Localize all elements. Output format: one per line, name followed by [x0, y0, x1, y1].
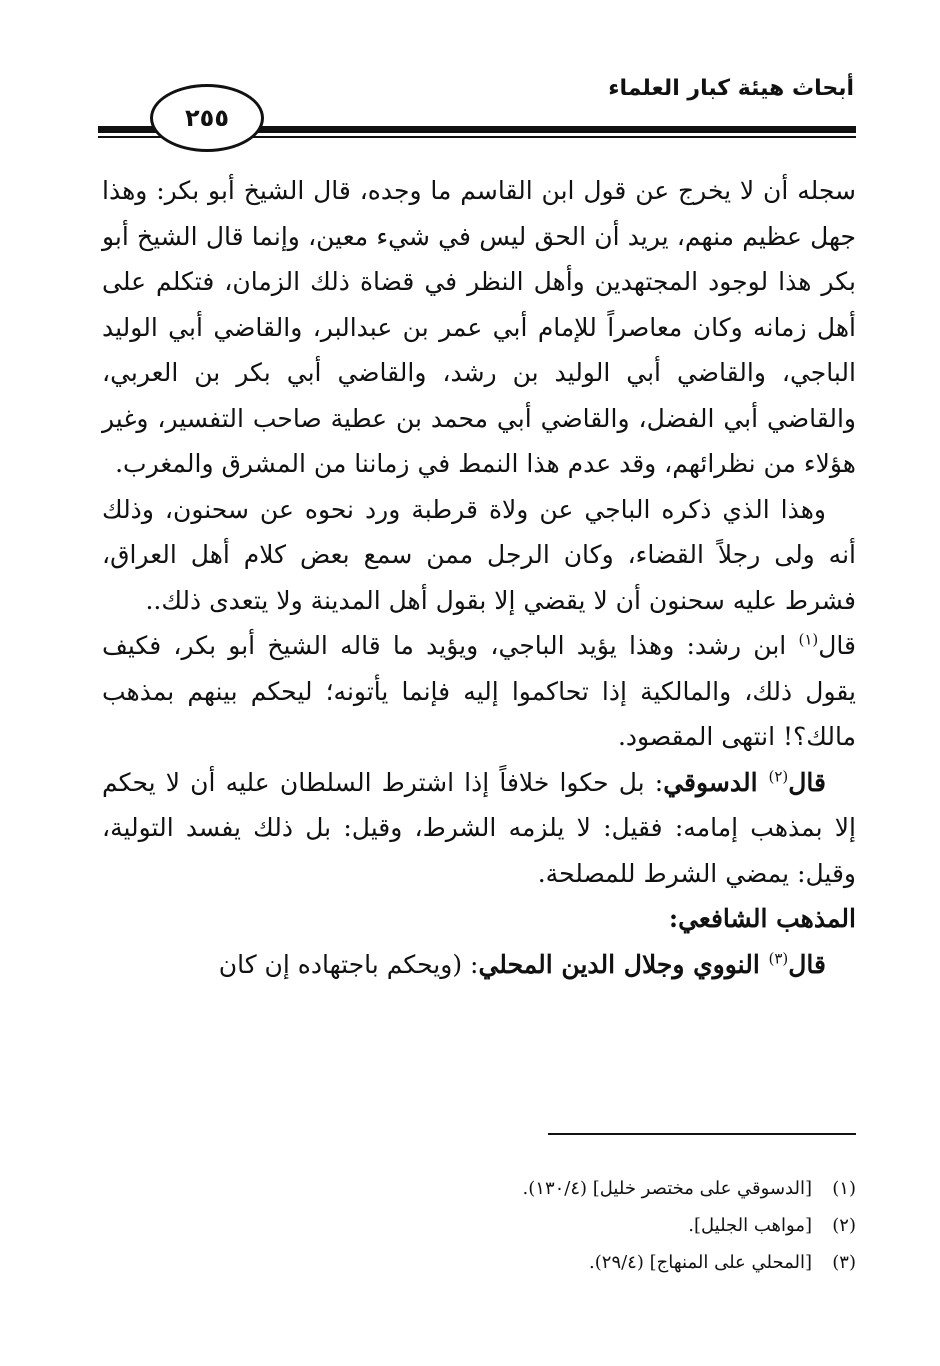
footnote-ref-1: (١) — [798, 630, 819, 649]
running-title: أبحاث هيئة كبار العلماء — [608, 76, 854, 101]
footnote-2 — [523, 1207, 856, 1244]
paragraph-5 — [102, 942, 856, 988]
paragraph-4 — [102, 760, 856, 897]
footnote-ref-3: (٣) — [768, 949, 789, 968]
paragraph-4-name: الدسوقي — [663, 767, 769, 797]
paragraph-3-lead: قال — [818, 631, 856, 660]
paragraph-3-text: ابن رشد: وهذا يؤيد الباجي، ويؤيد ما قاله الشيخ أبو بكر، فكيف يقول ذلك، والمالكية إذا تحاكموا إليه فإنما يأتونه؛ ليحكم بينهم بمذهب مالك؟! انتهى المقصود. — [102, 631, 856, 751]
footnote-3-number: (٣) — [832, 1252, 856, 1273]
paragraph-4-lead: قال — [788, 767, 826, 797]
footnote-ref-2: (٢) — [768, 767, 789, 786]
footnote-3 — [523, 1244, 856, 1281]
paragraph-5-lead: قال — [788, 949, 826, 979]
paragraph-2: وهذا الذي ذكره الباجي عن ولاة قرطبة ورد نحوه عن سحنون، وذلك أنه ولى رجلاً القضاء، وكان الرجل ممن سمع بعض كلام أهل العراق، فشرط عليه سحنون أن لا يقضي إلا بقول أهل المدينة ولا يتعدى ذلك.. — [102, 494, 856, 615]
paragraph-4-text: : بل حكوا خلافاً إذا اشترط السلطان عليه أن لا يحكم إلا بمذهب إمامه: فقيل: لا يلزمه الشرط، وقيل: بل ذلك يفسد التولية، وقيل: يمضي الشرط للمصلحة. — [102, 767, 856, 888]
footnotes — [523, 1170, 856, 1281]
footnote-separator — [548, 1133, 856, 1135]
paragraph-5-text: : (ويحكم باجتهاده إن كان — [218, 949, 479, 979]
footnote-2-text: [مواهب الجليل]. — [688, 1215, 812, 1236]
footnote-1-text: [الدسوقي على مختصر خليل] (١٣٠/٤). — [522, 1178, 812, 1199]
page-number: ٢٥٥ — [150, 84, 264, 152]
paragraph-3 — [102, 623, 856, 760]
body-text — [102, 168, 856, 987]
paragraph-1: سجله أن لا يخرج عن قول ابن القاسم ما وجده، قال الشيخ أبو بكر: وهذا جهل عظيم منهم، يريد أن الحق ليس في شيء معين، وإنما قال الشيخ أبو بكر هذا لوجود المجتهدين وأهل النظر في قضاة ذلك الزمان، فتكلم على أهل زمانه وكان معاصراً للإمام أبي عمر بن عبدالبر، والقاضي أبي الوليد الباجي، والقاضي أبي الوليد بن رشد، والقاضي أبي بكر بن العربي، والقاضي أبي الفضل، والقاضي أبي محمد بن عطية صاحب التفسير، وغير هؤلاء من نظرائهم، وقد عدم هذا النمط في زماننا من المشرق والمغرب. — [102, 176, 856, 478]
section-heading: المذهب الشافعي: — [668, 904, 856, 933]
footnote-1-number: (١) — [832, 1178, 856, 1199]
footnote-1 — [523, 1170, 856, 1207]
footnote-3-text: [المحلي على المنهاج] (٢٩/٤). — [589, 1252, 812, 1273]
footnote-2-number: (٢) — [832, 1215, 856, 1236]
paragraph-5-name: النووي وجلال الدين المحلي — [478, 949, 769, 979]
